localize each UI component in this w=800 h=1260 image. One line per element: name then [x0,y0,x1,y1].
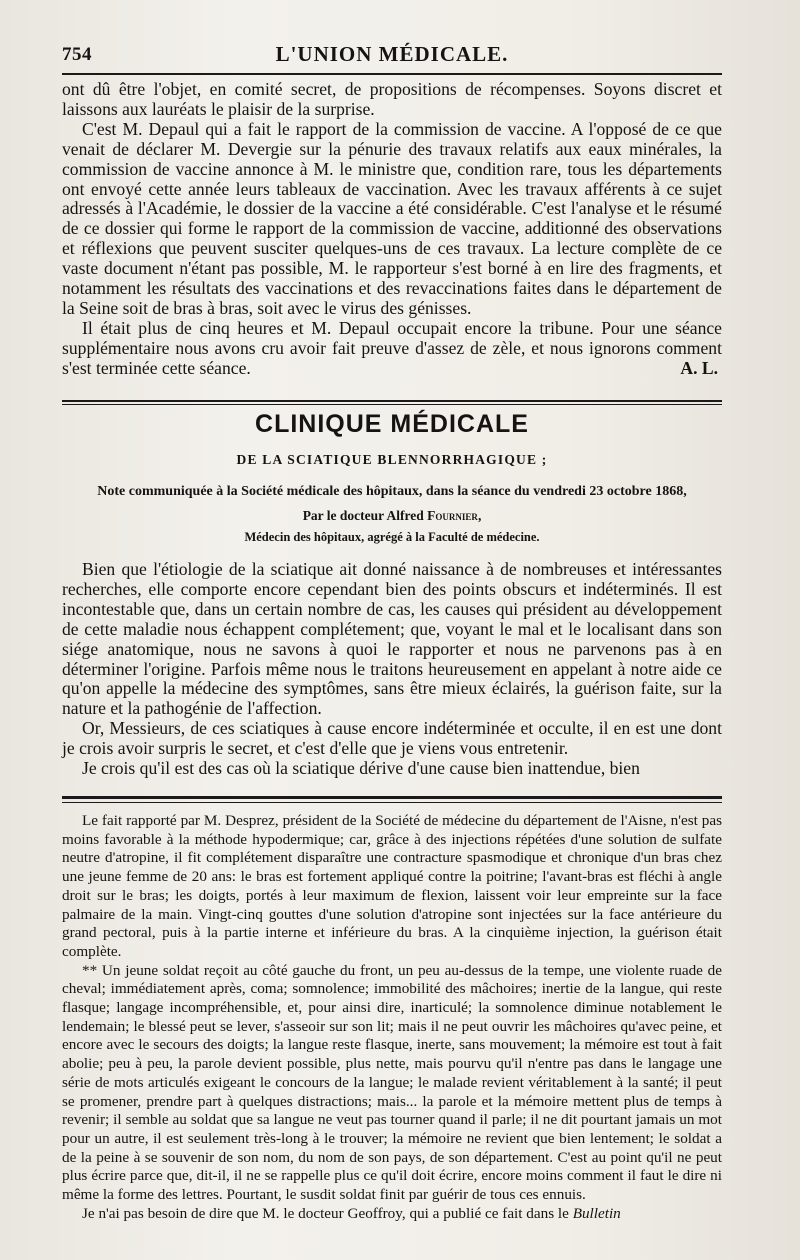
author-name: Fournier [427,508,478,523]
feuilleton-paragraph: Le fait rapporté par M. Desprez, président de la Société de médecine du département de l'Aisne, n'est pas moins favorable à la méthode hypodermique; car, grâce à des injections répétées d'une solution de sulfate neutre d'atropine, il fit complétement disparaître une contracture spasmodique et chronique d'un bras chez une jeune femme de 20 ans: le bras est fortement appliqué contre la poitrine; l'avant-bras est fléchi à angle droit sur le bras; les doigts, portés à leur maximum de flexion, laissent voir leur empreinte sur la face palmaire de la main. Vingt-cinq gouttes d'une solution d'atropine sont injectées sur la face antérieure du grand pectoral, puis à la partie interne et inférieure du bras. A la cinquième injection, la guérison était complète. [62,812,722,960]
feuilleton [62,812,722,1223]
feuilleton-italic-word: Bulletin [572,1204,621,1222]
feuilleton-last-text: Je n'ai pas besoin de dire que M. le docteur Geoffroy, qui a publié ce fait dans le [82,1204,569,1222]
author-title: Médecin des hôpitaux, agrégé à la Faculté de médecine. [244,530,540,544]
page-number: 754 [62,44,92,65]
top-paragraph: C'est M. Depaul qui a fait le rapport de la commission de vaccine. A l'opposé de ce que venait de déclarer M. Devergie sur la pénurie des travaux relatifs aux eaux minérales, la commission de vaccine annonce à M. le ministre que, condition rare, tous les départements ont envoyé cette année leurs tableaux de vaccination. Avec les travaux afférents à ce sujet adressés à l'Académie, le dossier de la vaccine a été considérable. C'est l'analyse et le résumé de ce dossier qui forme le rapport de la commission de vaccine, additionné des observations et réflexions que peuvent susciter quelques-uns de ces travaux. La lecture complète de ce vaste document n'étant pas possible, M. le rapporteur s'est borné à en lire des fragments, et notamment les résultats des vaccinations et des revaccinations faites dans le département de la Seine soit de bras à bras, soit avec le virus des génisses. [62,118,722,318]
page-header [62,40,722,70]
author-prefix: Par le docteur Alfred [302,508,428,523]
top-paragraph [62,319,722,379]
article-paragraph: Je crois qu'il est des cas où la sciatique dérive d'une cause bien inattendue, bien [82,758,640,779]
section-title: CLINIQUE MÉDICALE [255,410,529,438]
section-rule-top-thin [62,404,722,405]
article-author [62,508,722,524]
article-note: Note communiquée à la Société médicale des hôpitaux, dans la séance du vendredi 23 octobre 1868, [97,484,687,499]
feuilleton-rule [62,796,722,799]
author-suffix: , [477,508,482,523]
feuilleton-rule-thin [62,802,722,803]
feuilleton-paragraph [62,1205,722,1224]
article-subtitle: DE LA SCIATIQUE BLENNORRHAGIQUE ; [236,452,548,467]
top-section [62,80,722,379]
top-paragraph: ont dû être l'objet, en comité secret, de propositions de récompenses. Soyons discret et laissons aux lauréats le plaisir de la surprise. [62,79,722,119]
running-title: L'UNION MÉDICALE. [275,42,509,66]
article-paragraph: Or, Messieurs, de ces sciatiques à cause encore indéterminée et occulte, il en est une dont je crois avoir surpris le secret, et c'est d'elle que je viens vous entretenir. [62,718,722,759]
feuilleton-paragraph: ** Un jeune soldat reçoit au côté gauche du front, un peu au-dessus de la tempe, une violente ruade de cheval; immédiatement après, coma; somnolence; immobilité des mâchoires; inertie de la langue, qui reste flasque; langage incompréhensible, et, pour ainsi dire, inarticulé; la somnolence diminue notablement le lendemain; le blessé peut se lever, s'asseoir sur son lit; mais il ne peut ouvrir les mâchoires qu'avec peine, et encore avec le secours des doigts; la langue reste flasque, inerte, sans mouvement; la mémoire est tout à fait abolie; peu à peu, la parole devient possible, plus nette, mais pourvu qu'il n'entre pas dans le langage une série de mots articulés exigeant le concours de la langue; le malade revient véritablement à la santé; il peut se promener, prendre part à quelques distractions; mais... la parole et la mémoire mettent plus de temps à revenir; il semble au soldat que sa langue ne veut pas tourner quand il parle; il ne dit pourtant jamais un mot pour un autre, il est seulement très-long à le trouver; la mémoire ne revient que bien lentement; le soldat a de la peine à se souvenir de son nom, du nom de son pays, de son département. C'est au point qu'il ne peut plus écrire parce que, dit-il, il ne se rappelle plus ce qu'il doit écrire, encore moins comment il faut le dire ni même la forme des lettres. Pourtant, le susdit soldat finit par guérir de tous ces ennuis. [62,961,722,1204]
top-paragraph-text: Il était plus de cinq heures et M. Depaul occupait encore la tribune. Pour une séance supplémentaire nous avons cru avoir fait preuve d'assez de zèle, et nous ignorons comment s'est terminée cette séance. [62,317,722,378]
section-rule-top [62,400,722,402]
article-paragraph: Bien que l'étiologie de la sciatique ait donné naissance à de nombreuses et intéressantes recherches, elle comporte encore cependant bien des points obscurs et indéterminés. Il est incontestable que, dans un certain nombre de cas, les causes qui président au développement de cette maladie nous échappent complétement; que, voyant le mal et le localisant dans son siége anatomique, nous ne savons à quoi le rapporter et nous ne parvenons pas à en déterminer l'origine. Parfois même nous le traitons heureusement en appelant à notre aide ce qu'on appelle la médecine des symptômes, sans être mieux éclairés, la guérison faite, sur la nature et la pathogénie de l'affection. [62,559,722,719]
header-rule [62,73,722,75]
signature: A. L. [680,357,718,378]
article-body [62,560,722,779]
